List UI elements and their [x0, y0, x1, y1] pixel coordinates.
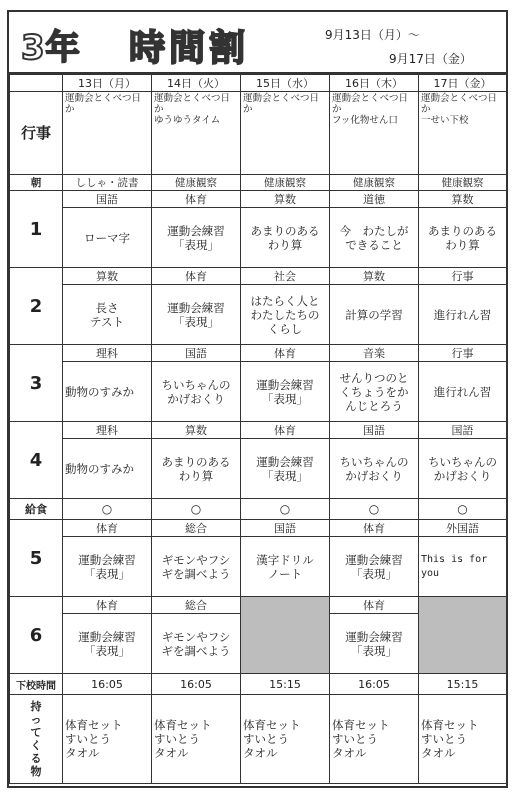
lesson-content-cell: 動物のすみか: [63, 362, 152, 422]
subject-cell: 国語: [63, 191, 152, 208]
lesson-content-cell: はたらく人と わたしたちの くらし: [241, 285, 330, 345]
subject-cell: 算数: [63, 268, 152, 285]
lesson-content-cell: 運動会練習 「表現」: [330, 537, 419, 597]
subject-cell: 行事: [419, 345, 507, 362]
belongings-cell: 体育セット すいとう タオル: [330, 695, 419, 784]
row-label: 持 っ て く る 物: [10, 695, 63, 784]
event-row: [10, 92, 507, 175]
subject-cell: 算数: [152, 422, 241, 439]
belongings-cell: 体育セット すいとう タオル: [241, 695, 330, 784]
header: [9, 12, 506, 74]
subject-cell: 行事: [419, 268, 507, 285]
lesson-content-cell: 今 わたしが できること: [330, 208, 419, 268]
day-header: 13日（月）: [63, 75, 152, 92]
belongings-cell: 体育セット すいとう タオル: [63, 695, 152, 784]
subject-cell: 国語: [152, 345, 241, 362]
morning-cell: 健康観察: [419, 175, 507, 191]
date-end: 9月17日（金）: [389, 52, 472, 66]
lesson-content-cell: ちいちゃんの かげおくり: [330, 439, 419, 499]
period-subject-row: [10, 345, 507, 362]
lunch-mark: ○: [63, 499, 152, 520]
subject-cell: 算数: [330, 268, 419, 285]
subject-cell: 体育: [152, 268, 241, 285]
lesson-content-cell: 運動会練習 「表現」: [241, 362, 330, 422]
subject-cell: 体育: [330, 597, 419, 614]
period-label: 4: [10, 422, 63, 499]
lesson-content-cell: 長さ テスト: [63, 285, 152, 345]
lesson-content-cell: ローマ字: [63, 208, 152, 268]
period-content-row: [10, 537, 507, 597]
subject-cell: 体育: [152, 191, 241, 208]
row-label: 下校時間: [10, 674, 63, 695]
dismissal-row: [10, 674, 507, 695]
morning-row: [10, 175, 507, 191]
event-cell: 運動会とくべつ日か フッ化物せん口: [330, 92, 419, 175]
row-label: 朝: [10, 175, 63, 191]
lesson-content-cell: ギモンやフシ ギを調べよう: [152, 614, 241, 674]
subject-cell: 国語: [330, 422, 419, 439]
lesson-content-cell: ちいちゃんの かげおくり: [419, 439, 507, 499]
subject-cell: 道徳: [330, 191, 419, 208]
day-header: 17日（金）: [419, 75, 507, 92]
period-subject-row: [10, 422, 507, 439]
page-title: 時間割: [129, 28, 250, 69]
period-label: 3: [10, 345, 63, 422]
lesson-content-cell: 計算の学習: [330, 285, 419, 345]
period-content-row: [10, 208, 507, 268]
morning-cell: 健康観察: [241, 175, 330, 191]
period-label: 5: [10, 520, 63, 597]
date-start: 9月13日（月）～: [325, 28, 420, 42]
subject-cell: 体育: [241, 422, 330, 439]
event-cell: 運動会とくべつ日か ゆうゆうタイム: [152, 92, 241, 175]
subject-cell: 理科: [63, 345, 152, 362]
subject-cell: 体育: [63, 597, 152, 614]
event-cell: 運動会とくべつ日か: [241, 92, 330, 175]
subject-cell: 理科: [63, 422, 152, 439]
lesson-content-cell: ギモンやフシ ギを調べよう: [152, 537, 241, 597]
empty-cell: [419, 597, 507, 674]
period-content-row: [10, 362, 507, 422]
dismissal-time: 15:15: [419, 674, 507, 695]
event-cell: 運動会とくべつ日か: [63, 92, 152, 175]
empty-cell: [241, 597, 330, 674]
subject-cell: 体育: [63, 520, 152, 537]
row-label: 給食: [10, 499, 63, 520]
dismissal-time: 15:15: [241, 674, 330, 695]
period-label: 1: [10, 191, 63, 268]
dismissal-time: 16:05: [152, 674, 241, 695]
belongings-cell: 体育セット すいとう タオル: [152, 695, 241, 784]
period-label: 2: [10, 268, 63, 345]
period-content-row: [10, 439, 507, 499]
timetable: [9, 74, 507, 784]
day-header: 15日（水）: [241, 75, 330, 92]
day-header-row: [10, 75, 507, 92]
subject-cell: 算数: [419, 191, 507, 208]
subject-cell: 国語: [419, 422, 507, 439]
lesson-content-cell: 運動会練習 「表現」: [330, 614, 419, 674]
lunch-mark: ○: [419, 499, 507, 520]
subject-cell: 国語: [241, 520, 330, 537]
lesson-content-cell: 動物のすみか: [63, 439, 152, 499]
lesson-content-cell: あまりのある わり算: [241, 208, 330, 268]
period-subject-row: [10, 191, 507, 208]
period-label: 6: [10, 597, 63, 674]
lesson-content-cell: 運動会練習 「表現」: [152, 208, 241, 268]
lesson-content-cell: 運動会練習 「表現」: [152, 285, 241, 345]
subject-cell: 総合: [152, 520, 241, 537]
lunch-mark: ○: [152, 499, 241, 520]
event-cell: 運動会とくべつ日か 一せい下校: [419, 92, 507, 175]
belongings-cell: 体育セット すいとう タオル: [419, 695, 507, 784]
dismissal-time: 16:05: [63, 674, 152, 695]
lesson-content-cell: ちいちゃんの かげおくり: [152, 362, 241, 422]
morning-cell: 健康観察: [152, 175, 241, 191]
lesson-content-cell: 進行れん習: [419, 362, 507, 422]
belongings-row: [10, 695, 507, 784]
period-subject-row: [10, 268, 507, 285]
subject-cell: 外国語: [419, 520, 507, 537]
lunch-mark: ○: [330, 499, 419, 520]
lesson-content-cell: 運動会練習 「表現」: [63, 537, 152, 597]
day-header: 16日（木）: [330, 75, 419, 92]
lunch-mark: ○: [241, 499, 330, 520]
period-content-row: [10, 285, 507, 345]
lesson-content-cell: 運動会練習 「表現」: [63, 614, 152, 674]
lesson-content-cell: 漢字ドリル ノート: [241, 537, 330, 597]
lunch-row: [10, 499, 507, 520]
subject-cell: 総合: [152, 597, 241, 614]
timetable-sheet: [7, 10, 508, 788]
day-header: 14日（火）: [152, 75, 241, 92]
lesson-content-cell: あまりのある わり算: [152, 439, 241, 499]
subject-cell: 社会: [241, 268, 330, 285]
lesson-content-cell: せんりつのと くちょうをか んじとろう: [330, 362, 419, 422]
lesson-content-cell: あまりのある わり算: [419, 208, 507, 268]
subject-cell: 音楽: [330, 345, 419, 362]
period-subject-row: [10, 520, 507, 537]
subject-cell: 体育: [330, 520, 419, 537]
row-label: 行事: [10, 92, 63, 175]
morning-cell: 健康観察: [330, 175, 419, 191]
dismissal-time: 16:05: [330, 674, 419, 695]
morning-cell: ししゃ・読書: [63, 175, 152, 191]
period-subject-row: [10, 597, 507, 614]
lesson-content-cell: 進行れん習: [419, 285, 507, 345]
grade-title: 3年: [21, 28, 81, 68]
lesson-content-cell: 運動会練習 「表現」: [241, 439, 330, 499]
subject-cell: 算数: [241, 191, 330, 208]
corner-cell: [10, 75, 63, 92]
lesson-content-cell: This is for you: [419, 537, 507, 597]
subject-cell: 体育: [241, 345, 330, 362]
